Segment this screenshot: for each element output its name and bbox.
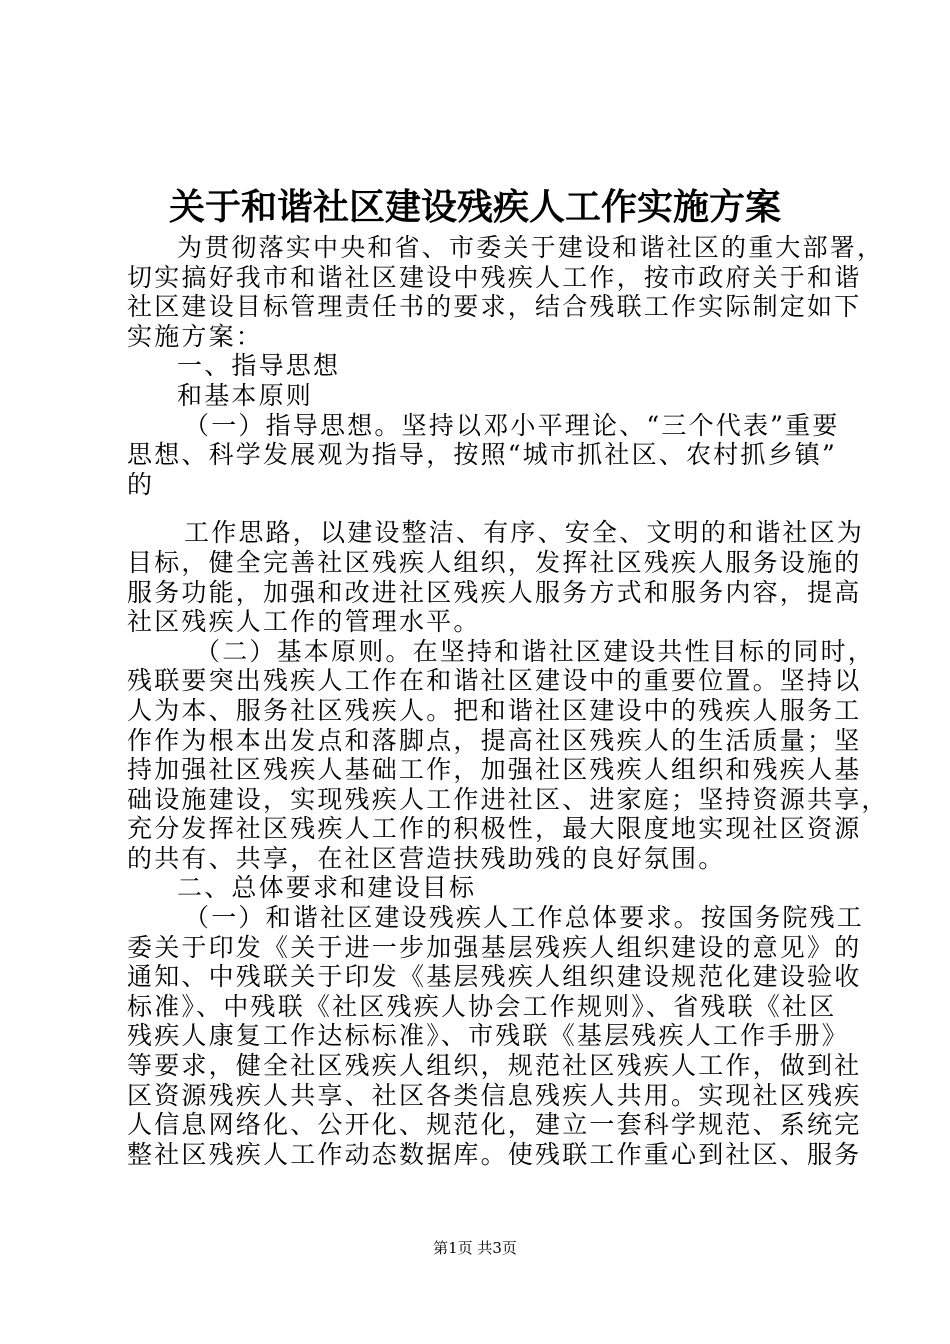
- paragraph-line: 持加强社区残疾人基础工作，加强社区残疾人组织和残疾人基: [127, 755, 862, 785]
- paragraph-line: 等要求，健全社区残疾人组织，规范社区残疾人工作，做到社: [127, 1051, 862, 1081]
- paragraph-line: （一）和谐社区建设残疾人工作总体要求。按国务院残工: [184, 903, 865, 933]
- section-heading: 二、总体要求和建设目标: [177, 873, 477, 903]
- paragraph-line: （一）指导思想。坚持以邓小平理论、“三个代表”重要: [184, 410, 840, 440]
- paragraph-line: （二）基本原则。在坚持和谐社区建设共性目标的同时，: [195, 636, 876, 666]
- paragraph-line: 残疾人康复工作达标标准》、市残联《基层残疾人工作手册》: [127, 1021, 849, 1051]
- paragraph-line: 整社区残疾人工作动态数据库。使残联工作重心到社区、服务: [127, 1139, 862, 1169]
- document-title: 关于和谐社区建设残疾人工作实施方案: [168, 186, 781, 228]
- page-number-footer: 第1页 共3页: [433, 1239, 517, 1257]
- paragraph-line: 委关于印发《关于进一步加强基层残疾人组织建设的意见》的: [127, 932, 862, 962]
- paragraph-line: 实施方案：: [127, 321, 264, 351]
- paragraph-line: 思想、科学发展观为指导，按照“城市抓社区、农村抓乡镇”: [127, 440, 837, 470]
- paragraph-line: 为贯彻落实中央和省、市委关于建设和谐社区的重大部署，: [177, 233, 885, 262]
- paragraph-line: 社区残疾人工作的管理水平。: [127, 607, 481, 637]
- paragraph-line: 人信息网络化、公开化、规范化，建立一套科学规范、系统完: [127, 1110, 862, 1140]
- paragraph-line: 作作为根本出发点和落脚点，提高社区残疾人的生活质量；坚: [127, 725, 862, 755]
- paragraph-line: 服务功能，加强和改进社区残疾人服务方式和服务内容，提高: [127, 577, 862, 607]
- paragraph-line: 切实搞好我市和谐社区建设中残疾人工作，按市政府关于和谐: [127, 262, 862, 292]
- section-heading: 一、指导思想: [177, 351, 341, 381]
- paragraph-line: 目标，健全完善社区残疾人组织，发挥社区残疾人服务设施的: [127, 547, 862, 577]
- paragraph-line: 的共有、共享，在社区营造扶残助残的良好氛围。: [127, 843, 726, 873]
- paragraph-line: 础设施建设，实现残疾人工作进社区、进家庭；坚持资源共享，: [127, 784, 889, 814]
- paragraph-line: 工作思路，以建设整洁、有序、安全、文明的和谐社区为: [184, 518, 865, 548]
- paragraph-line: 残联要突出残疾人工作在和谐社区建设中的重要位置。坚持以: [127, 666, 862, 696]
- paragraph-line: 社区建设目标管理责任书的要求，结合残联工作实际制定如下: [127, 292, 862, 322]
- paragraph-line: 的: [127, 469, 155, 499]
- section-heading: 和基本原则: [177, 380, 314, 410]
- paragraph-line: 充分发挥社区残疾人工作的积极性，最大限度地实现社区资源: [127, 814, 862, 844]
- document-body: [127, 233, 889, 1169]
- paragraph-line: 区资源残疾人共享、社区各类信息残疾人共用。实现社区残疾: [127, 1080, 862, 1110]
- paragraph-line: 标准》、中残联《社区残疾人协会工作规则》、省残联《社区: [127, 991, 837, 1021]
- paragraph-line: 通知、中残联关于印发《基层残疾人组织建设规范化建设验收: [127, 962, 862, 992]
- paragraph-line: 人为本、服务社区残疾人。把和谐社区建设中的残疾人服务工: [127, 695, 862, 725]
